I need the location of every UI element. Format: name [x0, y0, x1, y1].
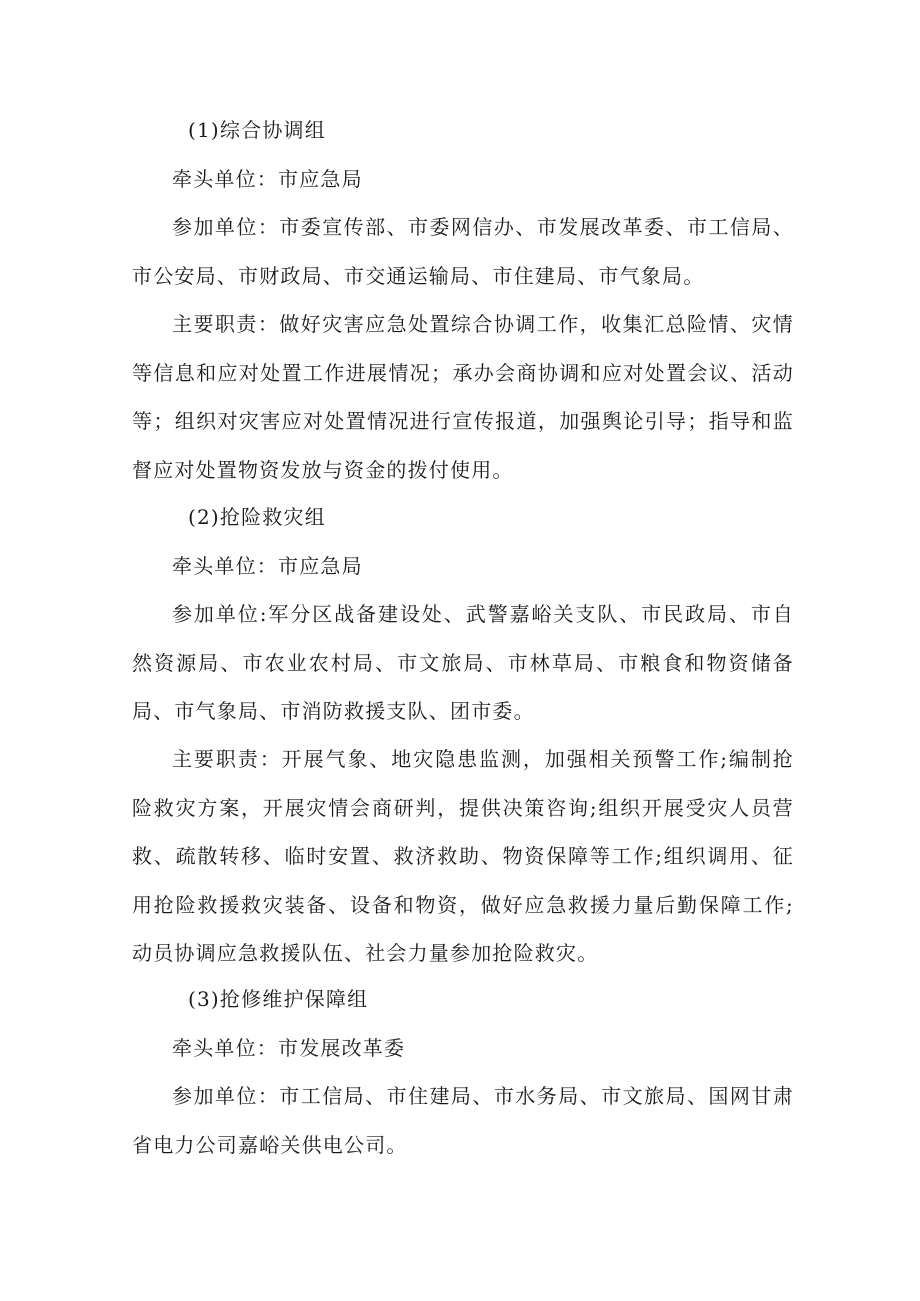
section-1-heading: (1)综合协调组	[188, 118, 326, 142]
section-2-participants: 参加单位:军分区战备建设处、武警嘉峪关支队、市民政局、市自然资源局、市农业农村局、市文旅局、市林草局、市粮食和物资储备局、市气象局、市消防救援支队、团市委。	[132, 602, 794, 723]
section-2-heading: (2)抢险救灾组	[188, 505, 326, 529]
section-2-lead-unit: 牵头单位：市应急局	[172, 554, 363, 578]
section-2-duties: 主要职责：开展气象、地灾隐患监测，加强相关预警工作;编制抢险救灾方案，开展灾情会商研判，提供决策咨询;组织开展受灾人员营救、疏散转移、临时安置、救济救助、物资保障等工作;组织调用、征用抢险救援救灾装备、设备和物资，做好应急救援力量后勤保障工作;动员协调应急救援队伍、社会力量参加抢险救灾。	[132, 747, 794, 965]
section-1-lead-unit: 牵头单位：市应急局	[172, 167, 363, 191]
section-1-duties: 主要职责：做好灾害应急处置综合协调工作，收集汇总险情、灾情等信息和应对处置工作进展情况；承办会商协调和应对处置会议、活动等；组织对灾害应对处置情况进行宣传报道，加强舆论引导；指导和监督应对处置物资发放与资金的拨付使用。	[132, 312, 794, 482]
section-3-heading: (3)抢修维护保障组	[188, 987, 369, 1011]
section-3-participants: 参加单位：市工信局、市住建局、市水务局、市文旅局、国网甘肃省电力公司嘉峪关供电公司。	[132, 1084, 794, 1157]
section-1-participants: 参加单位：市委宣传部、市委网信办、市发展改革委、市工信局、市公安局、市财政局、市交通运输局、市住建局、市气象局。	[132, 215, 794, 288]
section-3-lead-unit: 牵头单位：市发展改革委	[172, 1036, 406, 1060]
